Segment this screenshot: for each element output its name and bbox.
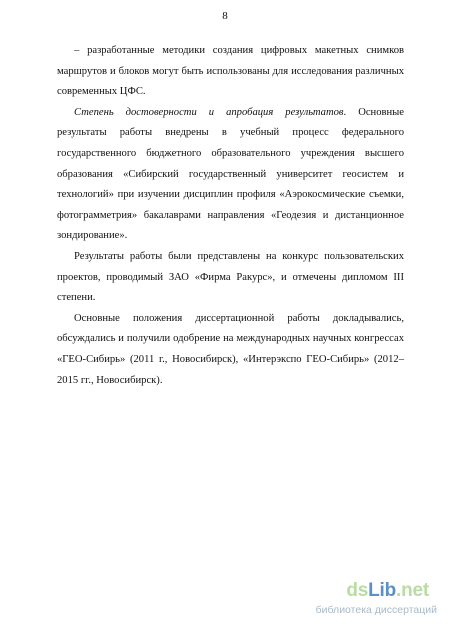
paragraph-2 (57, 103, 404, 247)
watermark-logo: dsLib.net (346, 580, 429, 601)
body-text (57, 41, 404, 391)
paragraph-2-text: . Основные результаты работы внедрены в учебный процесс федерального государственного бюджетного образовательного учреждения высшего образования «Сибирский государственный университет геосистем и технологий» при изучении дисциплин профиля «Аэрокосмические съемки, фотограмметрия» бакалаврами направления «Геодезия и дистанционное зондирование». (57, 106, 404, 242)
page-number: 8 (222, 10, 228, 22)
watermark (317, 580, 437, 620)
paragraph-4: Основные положения диссертационной работы докладывались, обсуждались и получили одобрение на международных научных конгрессах «ГЕО-Сибирь» (2011 г., Новосибирск), «Интерэкспо ГЕО-Сибирь» (2012–2015 гг., Новосибирск). (57, 312, 404, 386)
paragraph-2-lead: Степень достоверности и апробация результатов (74, 106, 344, 118)
watermark-tagline: библиотека диссертаций (315, 604, 437, 616)
paragraph-3: Результаты работы были представлены на конкурс пользовательских проектов, проводимый ЗАО «Фирма Ракурс», и отмечены дипломом III степени. (57, 250, 404, 304)
paragraph-1: – разработанные методики создания цифровых макетных снимков маршрутов и блоков могут быть использованы для исследования различных современных ЦФС. (57, 45, 404, 98)
